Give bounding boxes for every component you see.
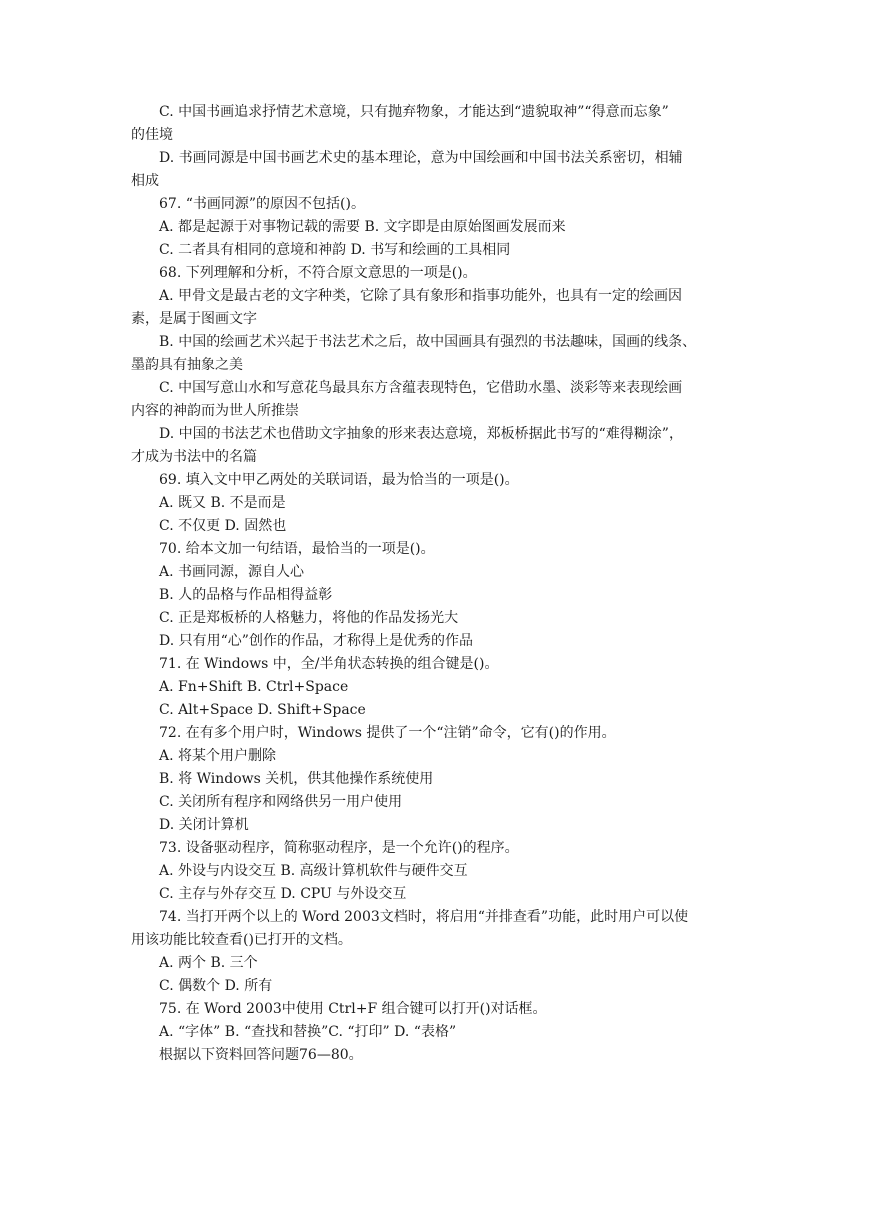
text-line: C. 偶数个 D. 所有	[159, 978, 273, 994]
text-line: A. 既又 B. 不是而是	[159, 495, 286, 511]
text-line: C. 中国书画追求抒情艺术意境，只有抛弃物象，才能达到“遗貌取神”“得意而忘象”	[159, 104, 669, 120]
text-line: C. Alt+Space D. Shift+Space	[159, 702, 366, 718]
text-line: A. 都是起源于对事物记载的需要 B. 文字即是由原始图画发展而来	[159, 219, 566, 235]
paragraph	[131, 814, 747, 837]
text-line: 72. 在有多个用户时，Windows 提供了一个“注销”命令，它有()的作用。	[159, 725, 616, 741]
text-line: C. 不仅更 D. 固然也	[159, 518, 287, 534]
paragraph	[131, 860, 747, 883]
text-line: C. 主存与外存交互 D. CPU 与外设交互	[159, 886, 407, 902]
paragraph	[131, 676, 747, 699]
paragraph	[131, 584, 747, 607]
text-line: 的佳境	[131, 127, 173, 143]
paragraph	[131, 216, 747, 239]
paragraph	[131, 768, 747, 791]
text-line: 素，是属于图画文字	[131, 311, 257, 327]
text-line: D. 书画同源是中国书画艺术史的基本理论，意为中国绘画和中国书法关系密切，相辅	[159, 150, 683, 166]
paragraph	[131, 653, 747, 676]
paragraph	[131, 630, 747, 653]
paragraph	[131, 975, 747, 998]
text-line: B. 中国的绘画艺术兴起于书法艺术之后，故中国画具有强烈的书法趣味，国画的线条、	[159, 334, 697, 350]
paragraph	[131, 101, 747, 147]
paragraph	[131, 998, 747, 1021]
text-line: 内容的神韵而为世人所推崇	[131, 403, 299, 419]
text-line: D. 只有用“心”创作的作品，才称得上是优秀的作品	[159, 633, 473, 649]
paragraph	[131, 745, 747, 768]
paragraph	[131, 147, 747, 193]
text-line: A. 外设与内设交互 B. 高级计算机软件与硬件交互	[159, 863, 468, 879]
text-line: 墨韵具有抽象之美	[131, 357, 243, 373]
paragraph	[131, 239, 747, 262]
paragraph	[131, 906, 747, 952]
text-line: A. 两个 B. 三个	[159, 955, 258, 971]
paragraph	[131, 883, 747, 906]
text-line: B. 人的品格与作品相得益彰	[159, 587, 333, 603]
text-line: B. 将 Windows 关机，供其他操作系统使用	[159, 771, 434, 787]
text-line: 相成	[131, 173, 159, 189]
text-line: 67. “书画同源”的原因不包括()。	[159, 196, 365, 212]
paragraph	[131, 1044, 747, 1067]
text-line: C. 中国写意山水和写意花鸟最具东方含蕴表现特色，它借助水墨、淡彩等来表现绘画	[159, 380, 683, 396]
text-line: D. 中国的书法艺术也借助文字抽象的形来表达意境，郑板桥据此书写的“难得糊涂”，	[159, 426, 683, 442]
text-line: 68. 下列理解和分析，不符合原文意思的一项是()。	[159, 265, 477, 281]
text-line: A. “字体” B. “查找和替换”C. “打印” D. “表格”	[159, 1024, 457, 1040]
text-line: 根据以下资料回答问题76—80。	[159, 1047, 363, 1063]
paragraph	[131, 377, 747, 423]
paragraph	[131, 492, 747, 515]
paragraph	[131, 1021, 747, 1044]
text-line: 73. 设备驱动程序，简称驱动程序，是一个允许()的程序。	[159, 840, 519, 856]
text-line: D. 关闭计算机	[159, 817, 249, 833]
text-line: 用该功能比较查看()已打开的文档。	[131, 932, 352, 948]
paragraph	[131, 193, 747, 216]
text-line: 才成为书法中的名篇	[131, 449, 257, 465]
paragraph	[131, 331, 747, 377]
text-line: 70. 给本文加一句结语，最恰当的一项是()。	[159, 541, 435, 557]
paragraph	[131, 538, 747, 561]
text-line: C. 正是郑板桥的人格魅力，将他的作品发扬光大	[159, 610, 459, 626]
paragraph	[131, 699, 747, 722]
text-line: C. 二者具有相同的意境和神韵 D. 书写和绘画的工具相同	[159, 242, 511, 258]
text-line: A. 书画同源，源自人心	[159, 564, 305, 580]
paragraph	[131, 722, 747, 745]
paragraph	[131, 262, 747, 285]
paragraph	[131, 791, 747, 814]
paragraph	[131, 423, 747, 469]
text-line: C. 关闭所有程序和网络供另一用户使用	[159, 794, 403, 810]
document-body	[131, 101, 747, 1067]
text-line: A. 甲骨文是最古老的文字种类，它除了具有象形和指事功能外，也具有一定的绘画因	[159, 288, 683, 304]
paragraph	[131, 469, 747, 492]
text-line: 74. 当打开两个以上的 Word 2003文档时，将启用“并排查看”功能，此时用户可以使	[159, 909, 689, 925]
paragraph	[131, 607, 747, 630]
text-line: 69. 填入文中甲乙两处的关联词语，最为恰当的一项是()。	[159, 472, 519, 488]
paragraph	[131, 285, 747, 331]
text-line: 71. 在 Windows 中，全/半角状态转换的组合键是()。	[159, 656, 499, 672]
paragraph	[131, 952, 747, 975]
paragraph	[131, 515, 747, 538]
text-line: 75. 在 Word 2003中使用 Ctrl+F 组合键可以打开()对话框。	[159, 1001, 547, 1017]
paragraph	[131, 837, 747, 860]
paragraph	[131, 561, 747, 584]
text-line: A. 将某个用户删除	[159, 748, 277, 764]
text-line: A. Fn+Shift B. Ctrl+Space	[159, 679, 349, 695]
